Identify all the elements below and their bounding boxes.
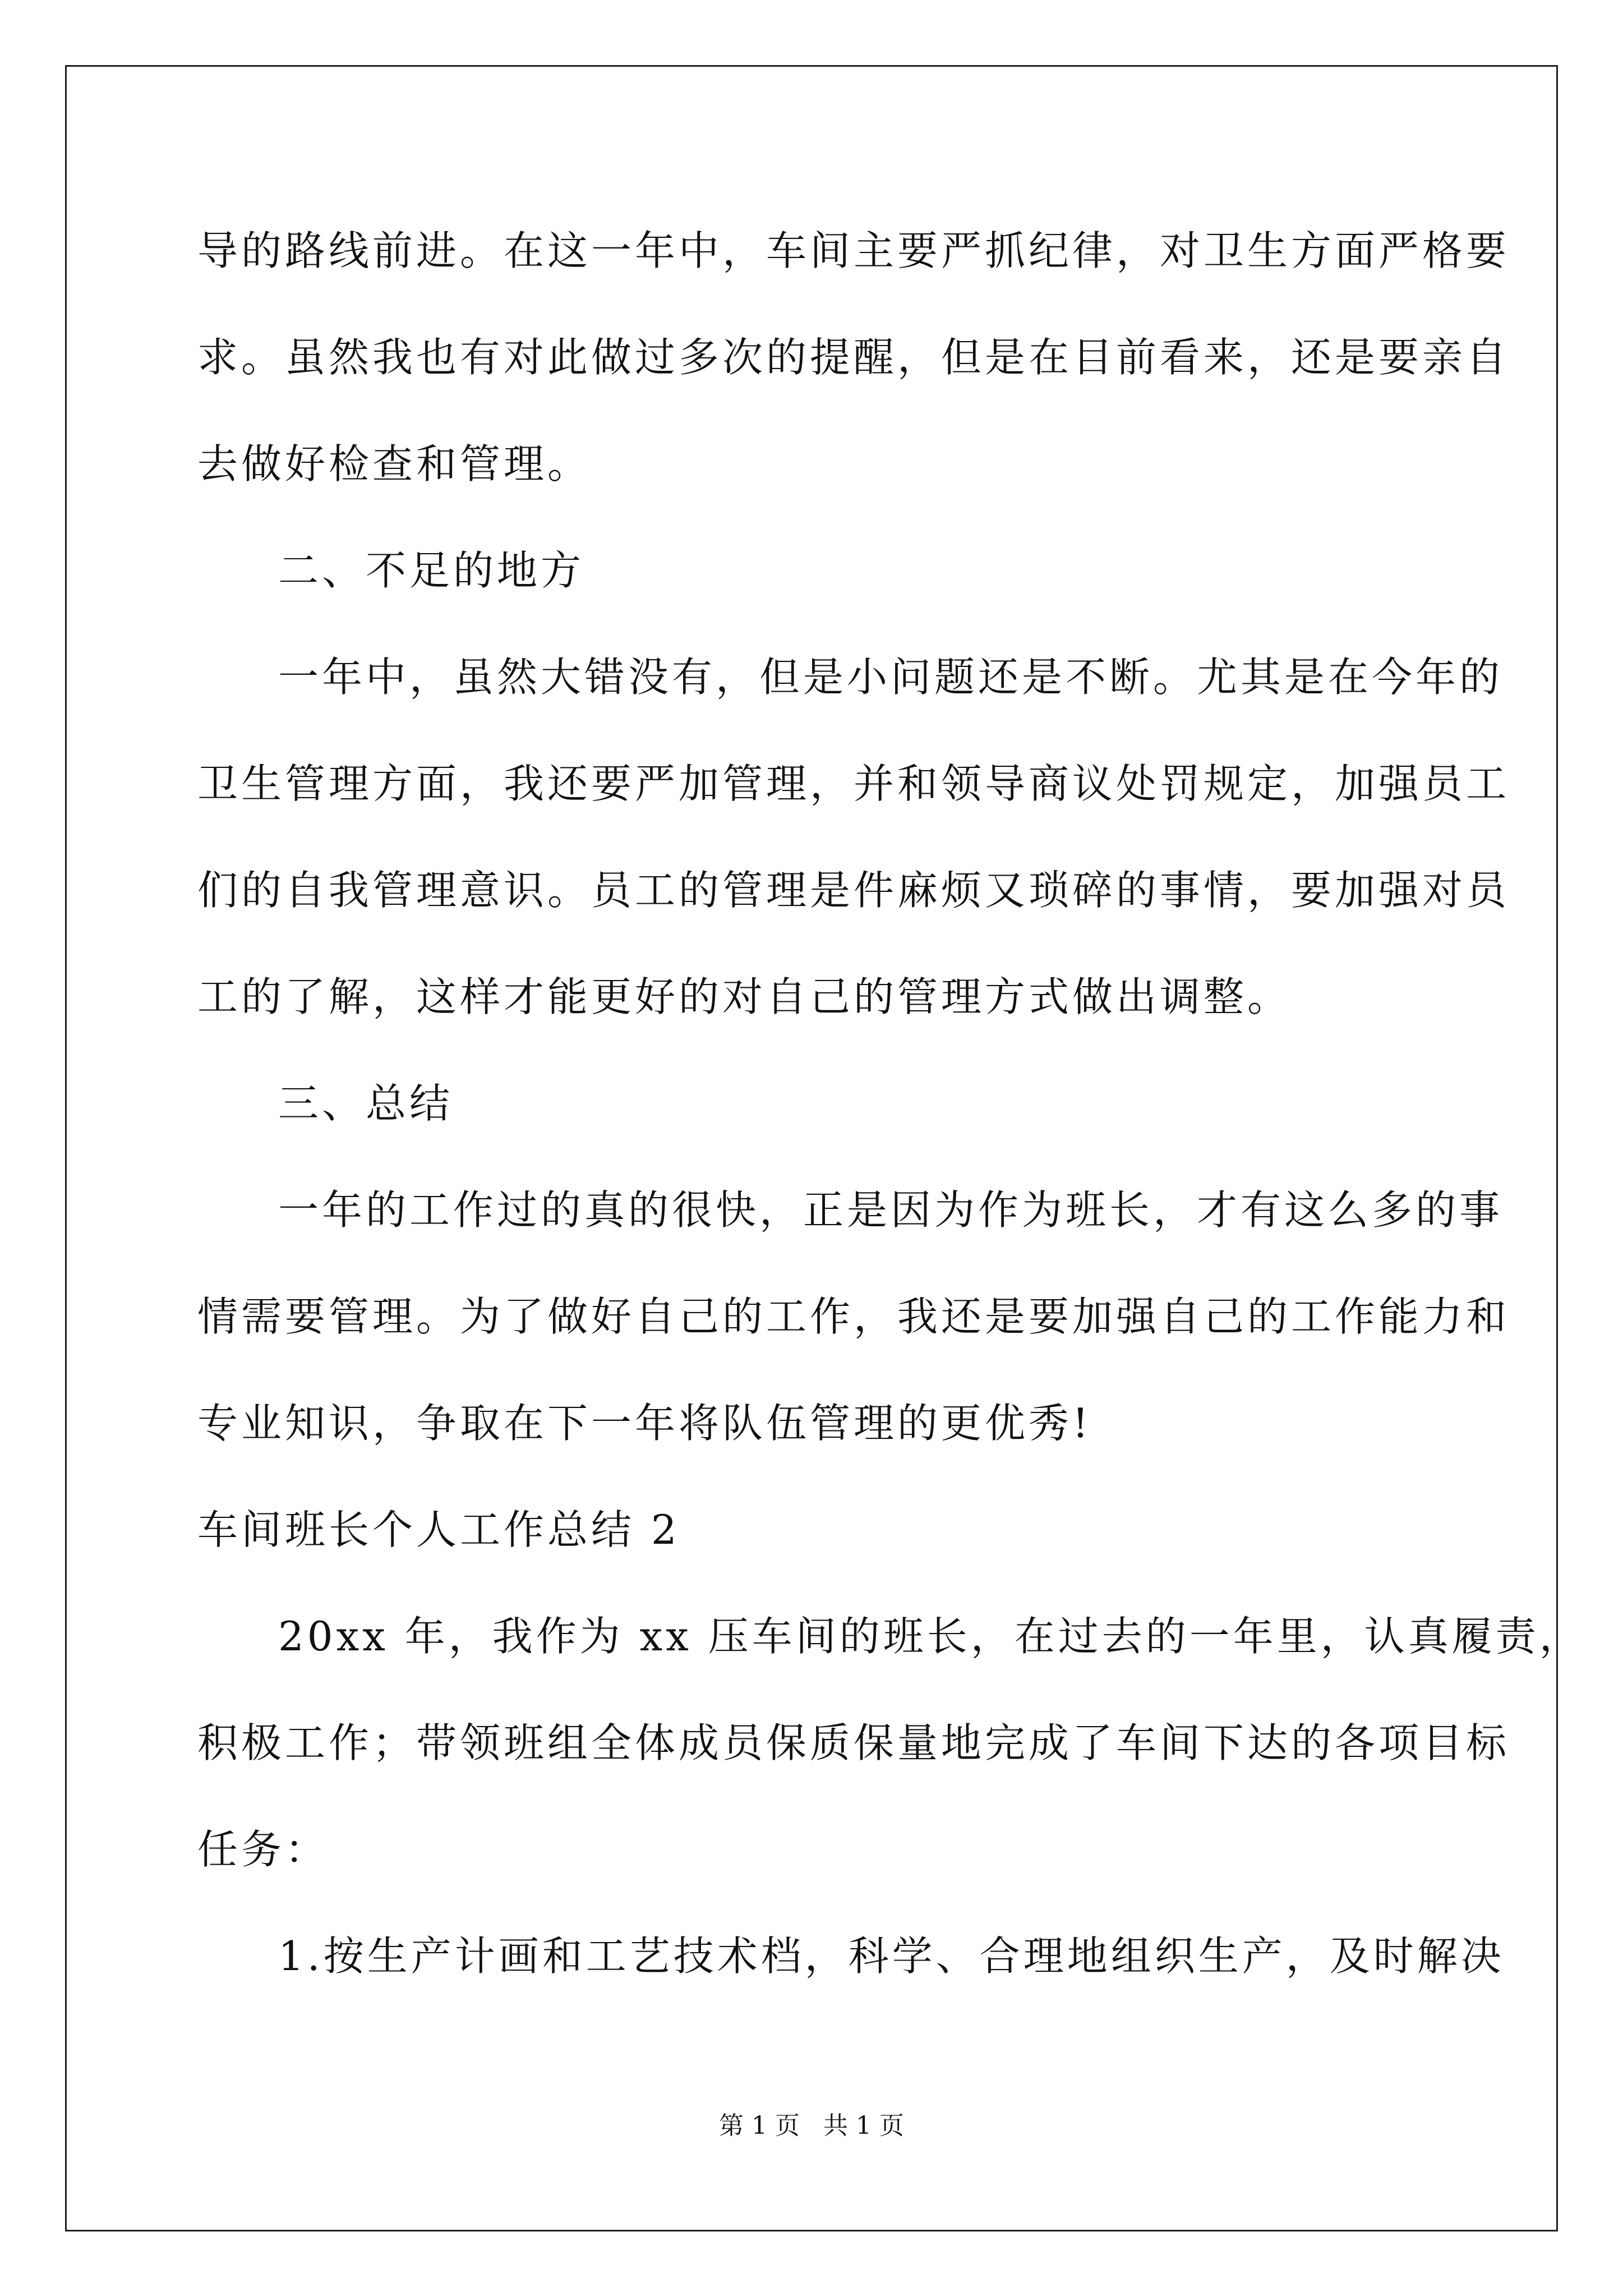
text-line: 一年的工作过的真的很快，正是因为作为班长，才有这么多的事 <box>278 1186 1504 1234</box>
text-line: 求。虽然我也有对此做过多次的提醒，但是在目前看来，还是要亲自 <box>197 334 1510 381</box>
text-line: 积极工作；带领班组全体成员保质保量地完成了车间下达的各项目标 <box>197 1719 1510 1766</box>
document-title: 车间班长个人工作总结 2 <box>197 1506 680 1553</box>
text-line: 情需要管理。为了做好自己的工作，我还是要加强自己的工作能力和 <box>197 1293 1510 1340</box>
page-total: 共 1 页 <box>823 2111 904 2140</box>
section-heading: 三、总结 <box>278 1080 454 1127</box>
text-line: 导的路线前进。在这一年中，车间主要严抓纪律，对卫生方面严格要 <box>197 227 1510 274</box>
text-line: 任务： <box>197 1826 329 1873</box>
text-line: 去做好检查和管理。 <box>197 440 592 487</box>
text-line: 卫生管理方面，我还要严加管理，并和领导商议处罚规定，加强员工 <box>197 760 1510 807</box>
text-line: 工的了解，这样才能更好的对自己的管理方式做出调整。 <box>197 973 1292 1020</box>
text-line: 专业知识，争取在下一年将队伍管理的更优秀! <box>197 1400 1092 1447</box>
section-heading: 二、不足的地方 <box>278 547 585 594</box>
text-line: 们的自我管理意识。员工的管理是件麻烦又琐碎的事情，要加强对员 <box>197 867 1510 914</box>
text-line: 20xx 年，我作为 xx 压车间的班长，在过去的一年里，认真履责， <box>278 1613 1583 1660</box>
text-line: 一年中，虽然大错没有，但是小问题还是不断。尤其是在今年的 <box>278 654 1504 701</box>
page-number: 第 1 页 <box>719 2111 800 2140</box>
page-border <box>65 65 1558 2231</box>
text-line: 1.按生产计画和工艺技术档，科学、合理地组织生产，及时解决 <box>278 1932 1505 1980</box>
page-footer <box>0 2109 1623 2143</box>
